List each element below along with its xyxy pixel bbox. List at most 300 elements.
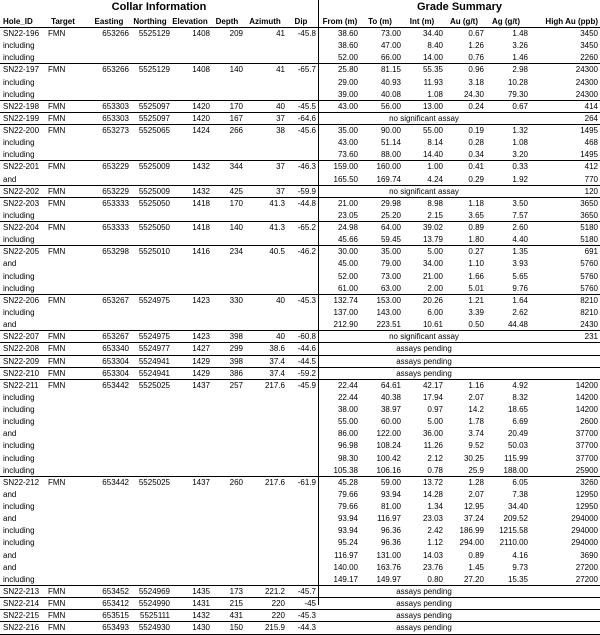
cell-to: 93.94 xyxy=(380,489,401,499)
cell-hole-id: SN22-204 xyxy=(3,223,40,233)
cell-ag: 3.93 xyxy=(512,259,528,269)
cell-elevation: 1418 xyxy=(192,223,210,233)
cell-high-au: 5180 xyxy=(580,235,598,245)
cell-interval-label: including xyxy=(3,307,35,317)
cell-assay-note: assays pending xyxy=(396,368,452,378)
cell-dip: -61.9 xyxy=(297,477,316,487)
cell-int: 1.12 xyxy=(427,538,443,548)
cell-from: 93.94 xyxy=(337,526,358,536)
cell-dip: -45.5 xyxy=(297,101,316,111)
cell-hole-id: SN22-197 xyxy=(3,65,40,75)
cell-interval-label: including xyxy=(3,417,35,427)
cell-from: 159.00 xyxy=(333,162,358,172)
cell-target: FMN xyxy=(48,65,66,75)
cell-elevation: 1418 xyxy=(192,198,210,208)
cell-high-au: 3450 xyxy=(580,41,598,51)
cell-depth: 257 xyxy=(229,380,243,390)
cell-to: 40.08 xyxy=(380,89,401,99)
cell-to: 79.00 xyxy=(380,259,401,269)
cell-interval-label: and xyxy=(3,320,17,330)
table-row xyxy=(0,513,600,525)
cell-au: 294.00 xyxy=(459,538,484,548)
cell-assay-note: assays pending xyxy=(396,586,452,596)
table-row xyxy=(0,416,600,428)
cell-azimuth: 217.6 xyxy=(264,477,285,487)
cell-ag: 2.98 xyxy=(512,65,528,75)
cell-au: 5.01 xyxy=(468,283,484,293)
cell-northing: 5525050 xyxy=(138,198,170,208)
table-row xyxy=(0,440,600,452)
cell-depth: 344 xyxy=(229,162,243,172)
cell-high-au: 5180 xyxy=(580,223,598,233)
cell-depth: 215 xyxy=(229,599,243,609)
cell-au: 0.89 xyxy=(468,550,484,560)
cell-high-au: 231 xyxy=(584,332,598,342)
cell-northing: 5525065 xyxy=(138,126,170,136)
cell-hole-id: SN22-203 xyxy=(3,198,40,208)
table-row xyxy=(0,246,600,258)
cell-interval-label: including xyxy=(3,392,35,402)
cell-int: 13.72 xyxy=(422,477,443,487)
cell-au: 0.29 xyxy=(468,174,484,184)
cell-int: 8.98 xyxy=(427,198,443,208)
cell-dip: -44.5 xyxy=(297,356,316,366)
cell-northing: 5524941 xyxy=(138,368,170,378)
cell-interval-label: including xyxy=(3,441,35,451)
table-row xyxy=(0,537,600,549)
cell-high-au: 24300 xyxy=(575,77,598,87)
cell-int: 1.00 xyxy=(427,162,443,172)
cell-ag: 4.40 xyxy=(512,235,528,245)
cell-high-au: 2600 xyxy=(580,417,598,427)
cell-to: 108.24 xyxy=(376,441,401,451)
cell-easting: 653273 xyxy=(102,126,129,136)
cell-northing: 5524969 xyxy=(138,586,170,596)
cell-int: 39.02 xyxy=(422,223,443,233)
cell-ag: 3.20 xyxy=(512,150,528,160)
cell-to: 88.00 xyxy=(380,150,401,160)
cell-interval-label: including xyxy=(3,41,35,51)
cell-au: 1.80 xyxy=(468,235,484,245)
cell-to: 29.98 xyxy=(380,198,401,208)
cell-hole-id: SN22-208 xyxy=(3,344,40,354)
cell-high-au: 1495 xyxy=(580,150,598,160)
table-row xyxy=(0,258,600,270)
table-row xyxy=(0,161,600,173)
cell-high-au: 14200 xyxy=(575,392,598,402)
cell-au: 0.27 xyxy=(468,247,484,257)
cell-high-au: 414 xyxy=(584,101,598,111)
cell-high-au: 37700 xyxy=(575,429,598,439)
cell-from: 39.00 xyxy=(337,89,358,99)
cell-int: 8.40 xyxy=(427,41,443,51)
cell-dip: -65.2 xyxy=(297,223,316,233)
cell-from: 45.00 xyxy=(337,259,358,269)
cell-northing: 5524975 xyxy=(138,295,170,305)
table-row xyxy=(0,222,600,234)
cell-interval-label: including xyxy=(3,271,35,281)
cell-high-au: 2260 xyxy=(580,53,598,63)
cell-au: 186.99 xyxy=(459,526,484,536)
cell-depth: 425 xyxy=(229,186,243,196)
cell-au: 1.45 xyxy=(468,562,484,572)
cell-to: 73.00 xyxy=(380,271,401,281)
cell-interval-label: including xyxy=(3,574,35,584)
cell-elevation: 1416 xyxy=(192,247,210,257)
cell-easting: 653303 xyxy=(102,101,129,111)
cell-to: 25.20 xyxy=(380,210,401,220)
cell-depth: 234 xyxy=(229,247,243,257)
cell-au: 3.74 xyxy=(468,429,484,439)
cell-from: 212.90 xyxy=(333,320,358,330)
cell-ag: 44.48 xyxy=(507,320,528,330)
cell-high-au: 5760 xyxy=(580,283,598,293)
cell-au: 1.26 xyxy=(468,41,484,51)
cell-elevation: 1437 xyxy=(192,477,210,487)
cell-ag: 2110.00 xyxy=(499,538,528,548)
cell-high-au xyxy=(528,356,598,368)
cell-from: 45.66 xyxy=(337,235,358,245)
cell-from: 21.00 xyxy=(337,198,358,208)
cell-easting: 653493 xyxy=(102,623,129,633)
cell-high-au: 294000 xyxy=(571,538,598,548)
cell-assay-note: assays pending xyxy=(396,344,452,354)
cell-from: 22.44 xyxy=(337,392,358,402)
cell-elevation: 1408 xyxy=(192,65,210,75)
cell-int: 2.42 xyxy=(427,526,443,536)
cell-target: FMN xyxy=(48,101,66,111)
cell-to: 143.00 xyxy=(376,307,401,317)
cell-int: 11.26 xyxy=(423,441,443,451)
cell-azimuth: 40.5 xyxy=(269,247,285,257)
cell-from: 30.00 xyxy=(337,247,358,257)
cell-hole-id: SN22-201 xyxy=(3,162,40,172)
cell-dip: -44.8 xyxy=(297,198,316,208)
cell-azimuth: 221.2 xyxy=(264,586,285,596)
cell-from: 29.00 xyxy=(337,77,358,87)
cell-ag: 4.92 xyxy=(512,380,528,390)
cell-ag: 1.64 xyxy=(512,295,528,305)
cell-depth: 170 xyxy=(229,198,243,208)
cell-assay-note: assays pending xyxy=(396,356,452,366)
cell-hole-id: SN22-205 xyxy=(3,247,40,257)
cell-int: 20.26 xyxy=(422,295,443,305)
cell-easting: 653266 xyxy=(102,65,129,75)
cell-ag: 9.76 xyxy=(512,283,528,293)
cell-int: 34.40 xyxy=(422,29,443,38)
cell-azimuth: 38 xyxy=(276,126,285,136)
cell-depth: 140 xyxy=(229,65,243,75)
cell-from: 24.98 xyxy=(337,223,358,233)
cell-high-au: 3260 xyxy=(580,477,598,487)
cell-interval-label: including xyxy=(3,89,35,99)
cell-from: 23.05 xyxy=(337,210,358,220)
column-header-int: Int (m) xyxy=(409,17,435,26)
cell-from: 96.98 xyxy=(337,441,358,451)
cell-to: 66.00 xyxy=(380,53,401,63)
cell-to: 163.76 xyxy=(376,562,401,572)
cell-easting: 653515 xyxy=(102,611,129,621)
cell-to: 38.97 xyxy=(380,405,401,415)
table-row xyxy=(0,137,600,149)
column-header-target: Target xyxy=(51,17,75,26)
cell-dip: -64.6 xyxy=(297,113,316,123)
table-row xyxy=(0,271,600,283)
cell-ag: 2.62 xyxy=(512,307,528,317)
cell-to: 100.42 xyxy=(376,453,401,463)
cell-int: 21.00 xyxy=(422,271,443,281)
cell-elevation: 1420 xyxy=(192,101,210,111)
cell-target: FMN xyxy=(48,586,66,596)
cell-au: 1.28 xyxy=(468,477,484,487)
cell-target: FMN xyxy=(48,477,66,487)
cell-azimuth: 40 xyxy=(276,332,285,342)
table-row xyxy=(0,428,600,440)
cell-interval-label: including xyxy=(3,538,35,548)
cell-int: 55.35 xyxy=(422,65,443,75)
cell-easting: 653452 xyxy=(102,586,129,596)
cell-target: FMN xyxy=(48,623,66,633)
table-row xyxy=(0,622,600,634)
cell-from: 95.24 xyxy=(337,538,358,548)
cell-target: FMN xyxy=(48,611,66,621)
cell-depth: 170 xyxy=(229,101,243,111)
cell-northing: 5525010 xyxy=(138,247,170,257)
cell-assay-note: assays pending xyxy=(396,623,452,633)
cell-elevation: 1432 xyxy=(192,611,210,621)
cell-high-au: 27200 xyxy=(575,562,598,572)
table-row xyxy=(0,125,600,137)
cell-elevation: 1429 xyxy=(192,356,210,366)
cell-au: 30.25 xyxy=(463,453,484,463)
cell-interval-label: including xyxy=(3,77,35,87)
cell-ag: 20.49 xyxy=(507,429,528,439)
cell-from: 55.00 xyxy=(337,417,358,427)
cell-au: 1.21 xyxy=(468,295,484,305)
cell-hole-id: SN22-210 xyxy=(3,368,40,378)
cell-to: 116.97 xyxy=(377,514,401,524)
cell-au: 1.18 xyxy=(468,198,484,208)
table-row xyxy=(0,101,600,113)
table-row xyxy=(0,489,600,501)
cell-to: 64.00 xyxy=(380,223,401,233)
column-header-elevation: Elevation xyxy=(172,17,208,26)
table-row xyxy=(0,186,600,198)
cell-int: 36.00 xyxy=(422,429,443,439)
cell-depth: 260 xyxy=(229,477,243,487)
cell-from: 149.17 xyxy=(333,574,358,584)
cell-northing: 5525129 xyxy=(138,65,170,75)
cell-ag: 18.65 xyxy=(507,405,528,415)
cell-to: 59.00 xyxy=(380,477,401,487)
cell-interval-label: including xyxy=(3,526,35,536)
cell-high-au: 691 xyxy=(584,247,598,257)
table-row xyxy=(0,343,600,355)
cell-target: FMN xyxy=(48,344,66,354)
cell-au: 0.19 xyxy=(468,126,484,136)
cell-to: 56.00 xyxy=(380,101,401,111)
cell-ag: 209.52 xyxy=(503,514,528,524)
cell-to: 47.00 xyxy=(380,41,401,51)
cell-northing: 5525129 xyxy=(138,29,170,38)
cell-from: 98.30 xyxy=(337,453,358,463)
cell-from: 38.60 xyxy=(337,41,358,51)
cell-int: 5.00 xyxy=(427,247,443,257)
cell-elevation: 1429 xyxy=(192,368,210,378)
cell-elevation: 1437 xyxy=(192,380,210,390)
table-row xyxy=(0,198,600,210)
table-row xyxy=(0,380,600,392)
cell-northing: 5524930 xyxy=(138,623,170,633)
cell-northing: 5525097 xyxy=(138,113,170,123)
cell-dip: -65.7 xyxy=(297,65,316,75)
cell-from: 86.00 xyxy=(337,429,358,439)
column-header-ag: Ag (g/t) xyxy=(492,17,520,26)
column-header-azimuth: Azimuth xyxy=(249,17,281,26)
cell-target: FMN xyxy=(48,247,66,257)
cell-azimuth: 41.3 xyxy=(269,223,285,233)
cell-ag: 4.16 xyxy=(512,550,528,560)
cell-int: 1.34 xyxy=(427,502,443,512)
cell-high-au: 1495 xyxy=(580,126,598,136)
cell-interval-label: and xyxy=(3,550,17,560)
cell-to: 106.16 xyxy=(376,465,401,475)
cell-high-au: 24300 xyxy=(575,65,598,75)
cell-int: 6.00 xyxy=(427,307,443,317)
cell-easting: 653229 xyxy=(102,186,129,196)
cell-easting: 653442 xyxy=(102,477,129,487)
column-header-from: From (m) xyxy=(322,17,358,26)
cell-au: 2.07 xyxy=(468,392,484,402)
cell-au: 0.24 xyxy=(468,101,484,111)
cell-ag: 6.05 xyxy=(512,477,528,487)
cell-to: 223.51 xyxy=(376,320,401,330)
cell-int: 10.61 xyxy=(422,320,443,330)
cell-to: 153.00 xyxy=(376,295,401,305)
cell-assay-note: no significant assay xyxy=(389,186,459,196)
table-row xyxy=(0,404,600,416)
cell-dip: -59.9 xyxy=(297,186,316,196)
cell-assay-note: no significant assay xyxy=(389,332,459,342)
cell-depth: 398 xyxy=(229,332,243,342)
cell-northing: 5525097 xyxy=(138,101,170,111)
cell-high-au: 8210 xyxy=(580,295,598,305)
cell-int: 2.12 xyxy=(427,453,443,463)
cell-int: 14.00 xyxy=(422,53,443,63)
cell-easting: 653304 xyxy=(102,356,129,366)
cell-from: 45.28 xyxy=(337,477,358,487)
cell-depth: 150 xyxy=(229,623,243,633)
cell-au: 9.52 xyxy=(468,441,484,451)
cell-from: 38.00 xyxy=(337,405,358,415)
cell-hole-id: SN22-216 xyxy=(3,623,40,633)
cell-assay-note: assays pending xyxy=(396,611,452,621)
cell-high-au: 3650 xyxy=(580,198,598,208)
cell-depth: 167 xyxy=(229,113,243,123)
cell-azimuth: 220 xyxy=(271,611,285,621)
cell-high-au xyxy=(528,368,598,380)
cell-high-au: 294000 xyxy=(571,526,598,536)
cell-azimuth: 37.4 xyxy=(269,356,285,366)
cell-easting: 653442 xyxy=(102,380,129,390)
cell-dip: -45.9 xyxy=(297,380,316,390)
cell-azimuth: 37 xyxy=(276,186,285,196)
cell-to: 59.45 xyxy=(380,235,401,245)
cell-easting: 653266 xyxy=(102,29,129,38)
table-row xyxy=(0,283,600,295)
table-row xyxy=(0,368,600,380)
cell-easting: 653340 xyxy=(102,344,129,354)
cell-int: 11.93 xyxy=(423,77,443,87)
cell-from: 43.00 xyxy=(337,101,358,111)
cell-easting: 653267 xyxy=(102,332,129,342)
cell-ag: 3.50 xyxy=(512,198,528,208)
table-row xyxy=(0,295,600,307)
cell-ag: 1.92 xyxy=(512,174,528,184)
table-row xyxy=(0,501,600,513)
cell-hole-id: SN22-199 xyxy=(3,113,40,123)
cell-int: 14.28 xyxy=(422,489,443,499)
cell-interval-label: and xyxy=(3,429,17,439)
cell-ag: 1.48 xyxy=(512,29,528,38)
cell-au: 12.95 xyxy=(463,502,484,512)
cell-to: 96.36 xyxy=(380,526,401,536)
cell-northing: 5524941 xyxy=(138,356,170,366)
cell-au: 0.34 xyxy=(468,150,484,160)
cell-ag: 3.26 xyxy=(512,41,528,51)
cell-interval-label: and xyxy=(3,514,17,524)
cell-depth: 173 xyxy=(229,586,243,596)
cell-interval-label: including xyxy=(3,53,35,63)
cell-int: 42.17 xyxy=(422,380,443,390)
cell-depth: 140 xyxy=(229,223,243,233)
cell-to: 64.61 xyxy=(380,380,401,390)
cell-to: 122.00 xyxy=(376,429,401,439)
cell-interval-label: including xyxy=(3,283,35,293)
cell-target: FMN xyxy=(48,186,66,196)
cell-target: FMN xyxy=(48,599,66,609)
cell-assay-note: assays pending xyxy=(396,599,452,609)
cell-au: 14.2 xyxy=(468,405,484,415)
cell-from: 116.97 xyxy=(334,550,358,560)
cell-int: 4.24 xyxy=(427,174,443,184)
cell-from: 73.60 xyxy=(337,150,358,160)
cell-depth: 386 xyxy=(229,368,243,378)
cell-hole-id: SN22-215 xyxy=(3,611,40,621)
cell-target: FMN xyxy=(48,356,66,366)
cell-high-au: 37700 xyxy=(575,441,598,451)
column-header-high-au: High Au (ppb) xyxy=(545,17,598,26)
cell-high-au: 24300 xyxy=(575,89,598,99)
column-header-hole-id: Hole_ID xyxy=(3,17,33,26)
cell-azimuth: 40 xyxy=(276,101,285,111)
cell-ag: 7.38 xyxy=(512,489,528,499)
cell-hole-id: SN22-207 xyxy=(3,332,40,342)
cell-easting: 653267 xyxy=(102,295,129,305)
cell-from: 25.80 xyxy=(337,65,358,75)
column-header-depth: Depth xyxy=(215,17,239,26)
cell-azimuth: 38.6 xyxy=(269,344,285,354)
table-row xyxy=(0,307,600,319)
cell-ag: 79.30 xyxy=(507,89,528,99)
cell-from: 137.00 xyxy=(333,307,358,317)
cell-northing: 5525050 xyxy=(138,223,170,233)
cell-easting: 653298 xyxy=(102,247,129,257)
section-divider xyxy=(318,0,319,605)
cell-au: 1.16 xyxy=(468,380,484,390)
cell-from: 79.66 xyxy=(337,502,358,512)
cell-int: 14.03 xyxy=(422,550,443,560)
